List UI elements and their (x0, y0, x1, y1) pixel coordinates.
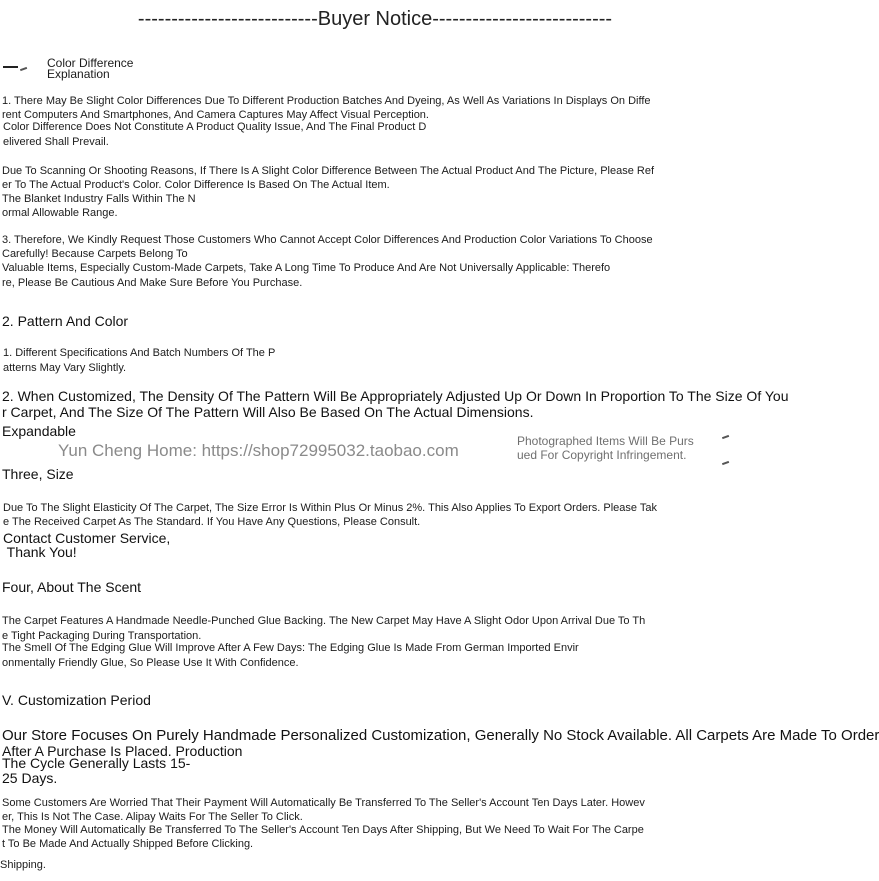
section4-p1-line4: onmentally Friendly Glue, So Please Use It With Confidence. (2, 657, 299, 669)
bullet-mark (20, 67, 27, 71)
section4-p1-line1: The Carpet Features A Handmade Needle-Punched Glue Backing. The New Carpet May Have A Slight Odor Upon Arrival Due To Th (2, 615, 646, 627)
section1-p3-line4: re, Please Be Cautious And Make Sure Before You Purchase. (2, 277, 303, 289)
watermark-mark (722, 435, 729, 439)
section3-p1-line2: e The Received Carpet As The Standard. If You Have Any Questions, Please Consult. (3, 516, 421, 528)
section2-p1-line1: 1. Different Specifications And Batch Numbers Of The P (3, 347, 276, 359)
section5-heading: V. Customization Period (2, 692, 151, 708)
section1-p1-line4: elivered Shall Prevail. (3, 136, 109, 148)
bullet-dash (3, 66, 18, 68)
copyright-notice-line2: ued For Copyright Infringement. (517, 448, 687, 462)
section2-p2-line1: 2. When Customized, The Density Of The Pattern Will Be Appropriately Adjusted Up Or Down In Proportion To The Size Of You (2, 388, 789, 404)
section4-p1-line3: The Smell Of The Edging Glue Will Improve After A Few Days: The Edging Glue Is Made From German Imported Envir (2, 642, 579, 654)
section5-p2-line3: The Money Will Automatically Be Transferred To The Seller's Account Ten Days After Shipping, But We Need To Wait For The Carpe (2, 824, 644, 836)
section2-heading: 2. Pattern And Color (2, 313, 129, 329)
section1-p3-line3: Valuable Items, Especially Custom-Made Carpets, Take A Long Time To Produce And Are Not Universally Applicable: Therefo (2, 262, 611, 274)
section5-p2-line1: Some Customers Are Worried That Their Payment Will Automatically Be Transferred To The Seller's Account Ten Days Later. Howev (2, 797, 645, 809)
section1-p2-line3: The Blanket Industry Falls Within The N (2, 193, 196, 205)
section1-p1-line3: Color Difference Does Not Constitute A Product Quality Issue, And The Final Product D (3, 121, 427, 133)
section1-p2-line4: ormal Allowable Range. (2, 207, 118, 219)
shop-watermark: Yun Cheng Home: https://shop72995032.taobao.com (58, 441, 459, 460)
section5-p1-line2: After A Purchase Is Placed. Production (2, 743, 243, 759)
section5-p2-line5: Shipping. (0, 859, 46, 871)
section2-p2-line2: r Carpet, And The Size Of The Pattern Will Also Be Based On The Actual Dimensions. (2, 404, 534, 420)
section3-p1-line4: Thank You! (3, 544, 77, 560)
section1-p1-line2: rent Computers And Smartphones, And Camera Captures May Affect Visual Perception. (2, 109, 429, 121)
copyright-notice-line1: Photographed Items Will Be Purs (517, 434, 694, 448)
section5-p1-line4: 25 Days. (2, 770, 58, 786)
section1-heading-line2: Explanation (47, 67, 110, 81)
section4-p1-line2: e Tight Packaging During Transportation. (2, 630, 202, 642)
section1-p3-line1: 3. Therefore, We Kindly Request Those Customers Who Cannot Accept Color Differences And Production Color Variations To Choose (2, 234, 653, 246)
section3-p1-line1: Due To The Slight Elasticity Of The Carpet, The Size Error Is Within Plus Or Minus 2%. This Also Applies To Export Orders. Please Tak (3, 502, 657, 514)
section1-p3-line2: Carefully! Because Carpets Belong To (2, 248, 188, 260)
section5-p2-line2: er, This Is Not The Case. Alipay Waits For The Seller To Click. (2, 811, 303, 823)
section2-p2-line3: Expandable (2, 423, 76, 439)
section5-p1-line3: The Cycle Generally Lasts 15- (2, 755, 191, 771)
section1-p2-line1: Due To Scanning Or Shooting Reasons, If There Is A Slight Color Difference Between The Actual Product And The Picture, Please Ref (2, 165, 655, 177)
section5-p1-line1: Our Store Focuses On Purely Handmade Personalized Customization, Generally No Stock Available. All Carpets Are Made To Order (2, 727, 879, 744)
section3-p1-line3: Contact Customer Service, (3, 530, 171, 546)
section1-p1-line1: 1. There May Be Slight Color Differences Due To Different Production Batches And Dyeing, As Well As Variations In Displays On Diffe (2, 95, 651, 107)
section1-p2-line2: er To The Actual Product's Color. Color Difference Is Based On The Actual Item. (2, 179, 390, 191)
section3-heading: Three, Size (2, 466, 74, 482)
section4-heading: Four, About The Scent (2, 579, 142, 595)
section5-p2-line4: t To Be Made And Actually Shipped Before Clicking. (2, 838, 254, 850)
page-title: ---------------------------Buyer Notice--------------------------- (137, 8, 613, 30)
section2-p1-line2: atterns May Vary Slightly. (3, 362, 127, 374)
section1-heading-line1: Color Difference (47, 56, 134, 70)
watermark-mark (722, 461, 729, 465)
